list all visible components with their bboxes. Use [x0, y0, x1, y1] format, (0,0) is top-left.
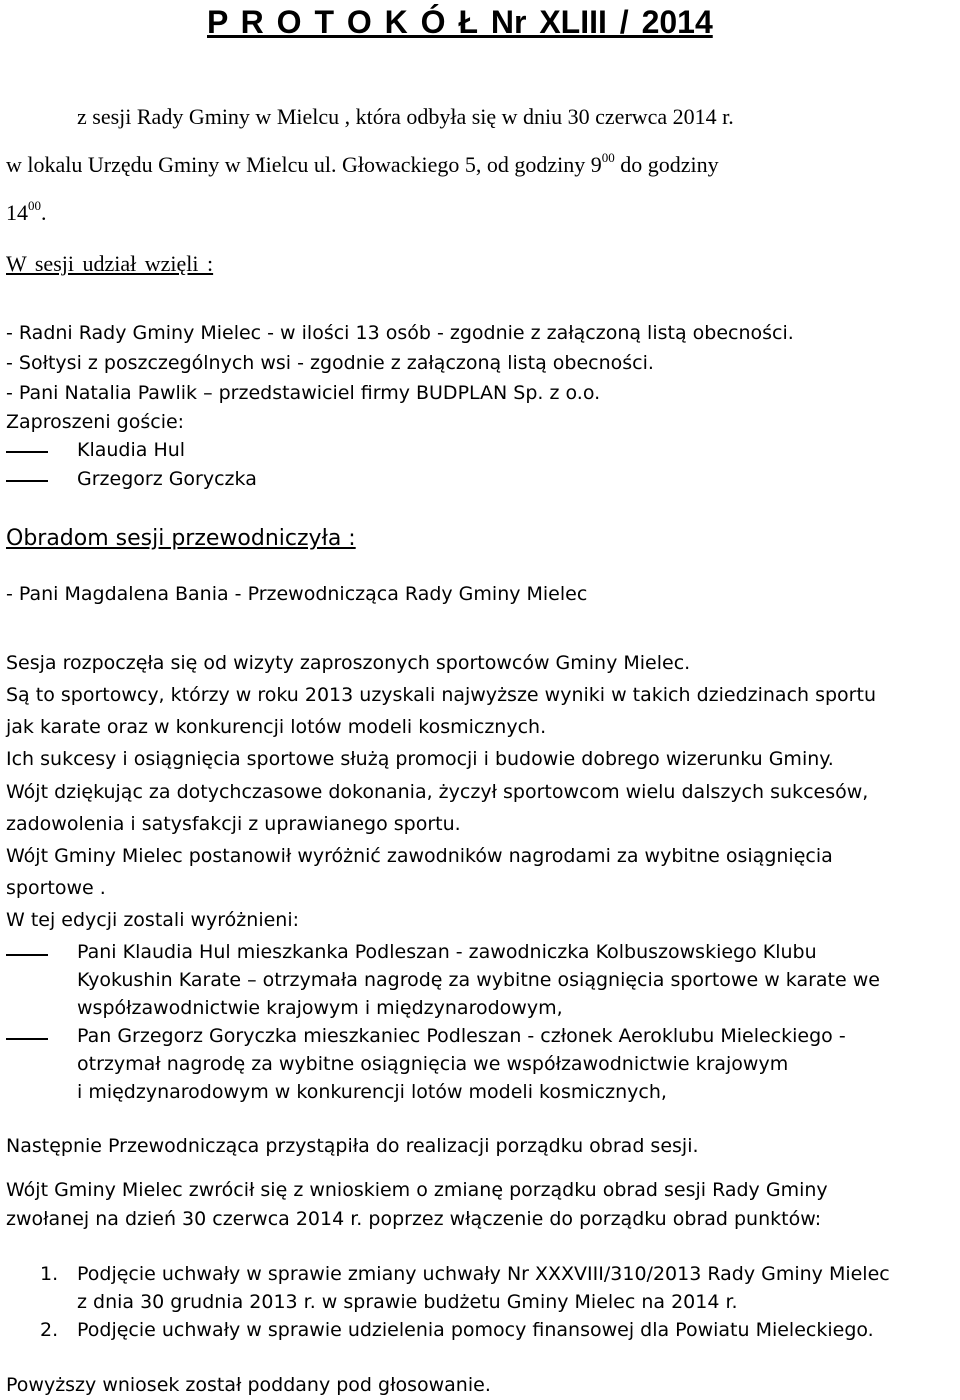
- body-paragraph-6: W tej edycji zostali wyróżnieni:: [6, 909, 300, 931]
- point-2-number: 2.: [40, 1319, 59, 1341]
- intro-line-1: z sesji Rady Gminy w Mielcu , która odbyła się w dniu 30 czerwca 2014 r.: [77, 104, 734, 129]
- participants-heading: W sesji udział wzięli :: [6, 251, 214, 276]
- vote-paragraph: Powyższy wniosek został poddany pod głosowanie.: [6, 1374, 491, 1396]
- intro-time-end: 14: [6, 200, 28, 225]
- guest-2: Grzegorz Goryczka: [77, 468, 257, 490]
- awardee-2-line-3: i międzynarodowym w konkurencji lotów modeli kosmicznych,: [77, 1081, 667, 1103]
- dash-bullet: [6, 451, 48, 453]
- intro-time-start: w lokalu Urzędu Gminy w Mielcu ul. Głowackiego 5, od godziny 9: [6, 152, 602, 177]
- next-paragraph: Następnie Przewodnicząca przystąpiła do realizacji porządku obrad sesji.: [6, 1135, 699, 1157]
- body-paragraph-2a: Są to sportowcy, którzy w roku 2013 uzyskali najwyższe wyniki w takich dziedzinach sportu: [6, 684, 876, 706]
- chair-heading: Obradom sesji przewodniczyła :: [6, 526, 356, 551]
- awardee-1-line-1: Pani Klaudia Hul mieszkanka Podleszan - zawodniczka Kolbuszowskiego Klubu: [77, 941, 817, 963]
- request-line-1: Wójt Gminy Mielec zwrócił się z wnioskiem o zmianę porządku obrad sesji Rady Gminy: [6, 1179, 828, 1201]
- body-paragraph-3: Ich sukcesy i osiągnięcia sportowe służą promocji i budowie dobrego wizerunku Gminy.: [6, 748, 834, 770]
- participant-item-2: - Sołtysi z poszczególnych wsi - zgodnie z załączoną listą obecności.: [6, 352, 654, 374]
- intro-time-end-label: do godziny: [614, 152, 719, 177]
- intro-time-end-minutes: 00: [28, 198, 41, 213]
- body-paragraph-1: Sesja rozpoczęła się od wizyty zaproszonych sportowców Gminy Mielec.: [6, 652, 691, 674]
- dash-bullet: [6, 1038, 48, 1040]
- awardee-2-line-2: otrzymał nagrodę za wybitne osiągnięcia we współzawodnictwie krajowym: [77, 1053, 789, 1075]
- dash-bullet: [6, 480, 48, 482]
- point-1-number: 1.: [40, 1263, 59, 1285]
- guests-label: Zaproszeni goście:: [6, 411, 185, 433]
- body-paragraph-4a: Wójt dziękując za dotychczasowe dokonania, życzył sportowcom wielu dalszych sukcesów,: [6, 781, 869, 803]
- chair-line: - Pani Magdalena Bania - Przewodnicząca Rady Gminy Mielec: [6, 583, 588, 605]
- body-paragraph-2b: jak karate oraz w konkurencji lotów modeli kosmicznych.: [6, 716, 547, 738]
- intro-line-2: [6, 150, 719, 177]
- intro-line-3: [6, 198, 47, 225]
- guest-1: Klaudia Hul: [77, 439, 186, 461]
- body-paragraph-5b: sportowe .: [6, 877, 106, 899]
- awardee-2-line-1: Pan Grzegorz Goryczka mieszkaniec Podleszan - członek Aeroklubu Mieleckiego -: [77, 1025, 846, 1047]
- point-2-line-1: Podjęcie uchwały w sprawie udzielenia pomocy finansowej dla Powiatu Mieleckiego.: [77, 1319, 874, 1341]
- intro-time-start-minutes: 00: [601, 150, 615, 165]
- request-line-2: zwołanej na dzień 30 czerwca 2014 r. poprzez włączenie do porządku obrad punktów:: [6, 1208, 822, 1230]
- participant-item-1: - Radni Rady Gminy Mielec - w ilości 13 osób - zgodnie z załączoną listą obecności.: [6, 322, 794, 344]
- body-paragraph-5a: Wójt Gminy Mielec postanowił wyróżnić zawodników nagrodami za wybitne osiągnięcia: [6, 845, 833, 867]
- dash-bullet: [6, 954, 48, 956]
- intro-end-period: .: [41, 200, 47, 225]
- point-1-line-1: Podjęcie uchwały w sprawie zmiany uchwały Nr XXXVIII/310/2013 Rady Gminy Mielec: [77, 1263, 890, 1285]
- awardee-1-line-3: współzawodnictwie krajowym i międzynarodowym,: [77, 997, 563, 1019]
- document-title: P R O T O K Ó Ł Nr XLIII / 2014: [207, 4, 713, 40]
- point-1-line-2: z dnia 30 grudnia 2013 r. w sprawie budżetu Gminy Mielec na 2014 r.: [77, 1291, 738, 1313]
- awardee-1-line-2: Kyokushin Karate – otrzymała nagrodę za wybitne osiągnięcia sportowe w karate we: [77, 969, 880, 991]
- body-paragraph-4b: zadowolenia i satysfakcji z uprawianego sportu.: [6, 813, 461, 835]
- participant-item-3: - Pani Natalia Pawlik – przedstawiciel firmy BUDPLAN Sp. z o.o.: [6, 382, 601, 404]
